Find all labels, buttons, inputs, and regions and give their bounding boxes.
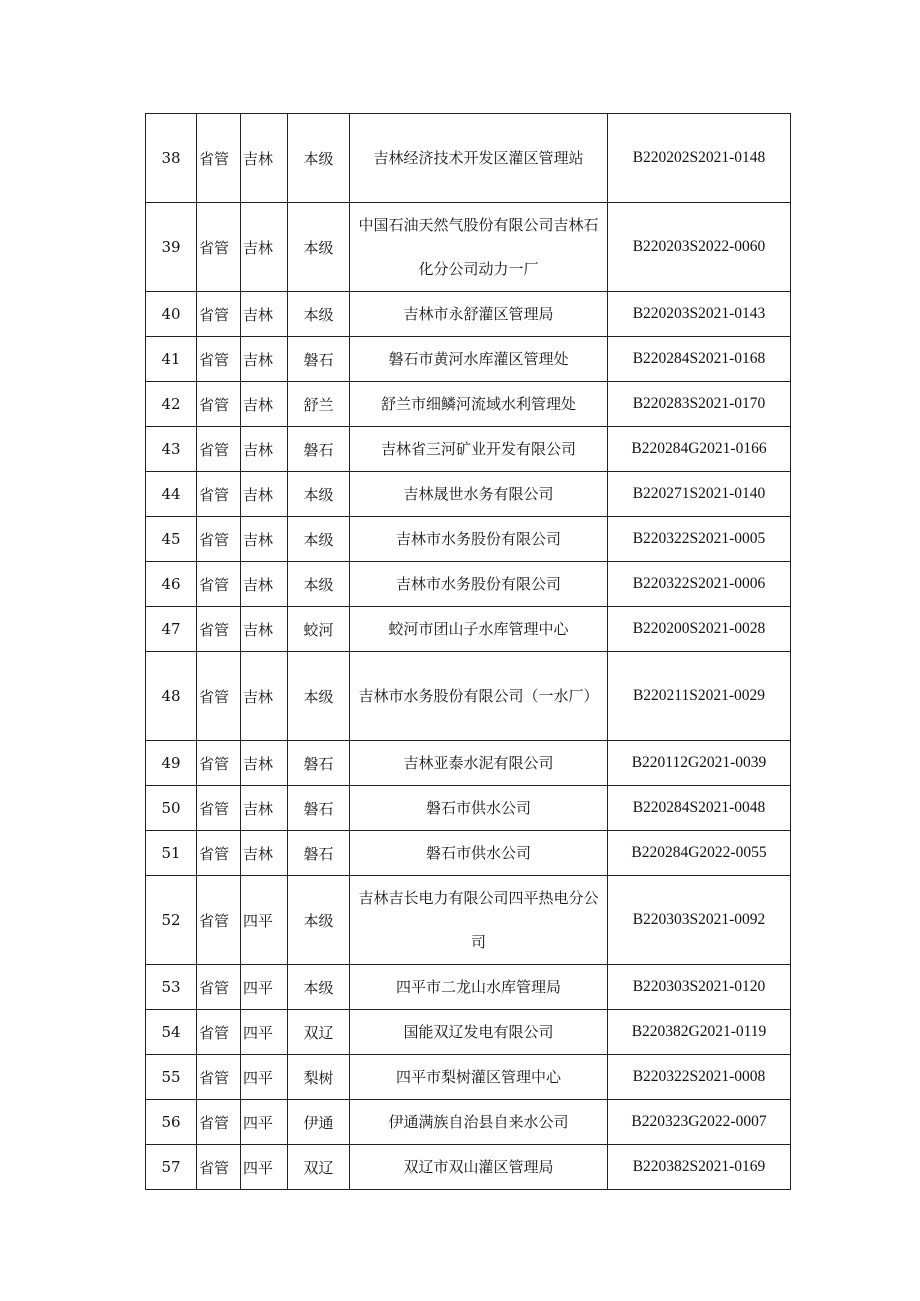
organization-name-cell: 吉林经济技术开发区灌区管理站 — [350, 114, 608, 203]
city-name-cell: 吉林 — [241, 427, 288, 472]
permit-code-cell: B220200S2021-0028 — [608, 607, 791, 652]
city-name-cell: 吉林 — [241, 517, 288, 562]
county-name-cell: 本级 — [288, 472, 350, 517]
permit-code-cell: B220322S2021-0008 — [608, 1055, 791, 1100]
table-row — [146, 1010, 791, 1055]
city-name-cell: 吉林 — [241, 337, 288, 382]
management-level-cell: 省管 — [197, 382, 241, 427]
city-name-cell: 四平 — [241, 1100, 288, 1145]
row-number-cell: 39 — [146, 203, 197, 292]
row-number-cell: 51 — [146, 831, 197, 876]
county-name-cell: 本级 — [288, 203, 350, 292]
management-level-cell: 省管 — [197, 652, 241, 741]
permit-code-cell: B220303S2021-0092 — [608, 876, 791, 965]
county-name-cell: 本级 — [288, 517, 350, 562]
permit-table — [145, 113, 791, 1190]
county-name-cell: 本级 — [288, 562, 350, 607]
permit-code-cell: B220303S2021-0120 — [608, 965, 791, 1010]
county-name-cell: 磐石 — [288, 831, 350, 876]
organization-name-cell: 吉林省三河矿业开发有限公司 — [350, 427, 608, 472]
city-name-cell: 吉林 — [241, 114, 288, 203]
row-number-cell: 46 — [146, 562, 197, 607]
organization-name-cell: 舒兰市细鳞河流域水利管理处 — [350, 382, 608, 427]
city-name-cell: 四平 — [241, 1145, 288, 1190]
county-name-cell: 磐石 — [288, 786, 350, 831]
row-number-cell: 44 — [146, 472, 197, 517]
organization-name-cell: 吉林市水务股份有限公司 — [350, 517, 608, 562]
management-level-cell: 省管 — [197, 1010, 241, 1055]
management-level-cell: 省管 — [197, 786, 241, 831]
organization-name-cell: 吉林市永舒灌区管理局 — [350, 292, 608, 337]
organization-name-cell: 中国石油天然气股份有限公司吉林石化分公司动力一厂 — [350, 203, 608, 292]
city-name-cell: 四平 — [241, 965, 288, 1010]
organization-name-cell: 磐石市黄河水库灌区管理处 — [350, 337, 608, 382]
management-level-cell: 省管 — [197, 203, 241, 292]
table-row — [146, 876, 791, 965]
city-name-cell: 吉林 — [241, 292, 288, 337]
row-number-cell: 53 — [146, 965, 197, 1010]
row-number-cell: 43 — [146, 427, 197, 472]
table-row — [146, 517, 791, 562]
management-level-cell: 省管 — [197, 831, 241, 876]
row-number-cell: 45 — [146, 517, 197, 562]
row-number-cell: 57 — [146, 1145, 197, 1190]
county-name-cell: 本级 — [288, 965, 350, 1010]
permit-code-cell: B220323G2022-0007 — [608, 1100, 791, 1145]
permit-code-cell: B220211S2021-0029 — [608, 652, 791, 741]
table-row — [146, 292, 791, 337]
organization-name-cell: 吉林吉长电力有限公司四平热电分公司 — [350, 876, 608, 965]
organization-name-cell: 国能双辽发电有限公司 — [350, 1010, 608, 1055]
management-level-cell: 省管 — [197, 965, 241, 1010]
row-number-cell: 56 — [146, 1100, 197, 1145]
management-level-cell: 省管 — [197, 114, 241, 203]
table-row — [146, 965, 791, 1010]
county-name-cell: 磐石 — [288, 741, 350, 786]
table-row — [146, 472, 791, 517]
permit-code-cell: B220271S2021-0140 — [608, 472, 791, 517]
city-name-cell: 四平 — [241, 1010, 288, 1055]
county-name-cell: 双辽 — [288, 1010, 350, 1055]
organization-name-cell: 吉林亚泰水泥有限公司 — [350, 741, 608, 786]
table-row — [146, 741, 791, 786]
row-number-cell: 48 — [146, 652, 197, 741]
table-row — [146, 1100, 791, 1145]
table-row — [146, 337, 791, 382]
county-name-cell: 双辽 — [288, 1145, 350, 1190]
city-name-cell: 四平 — [241, 876, 288, 965]
row-number-cell: 52 — [146, 876, 197, 965]
organization-name-cell: 四平市二龙山水库管理局 — [350, 965, 608, 1010]
city-name-cell: 吉林 — [241, 652, 288, 741]
county-name-cell: 本级 — [288, 652, 350, 741]
table-body — [146, 114, 791, 1190]
table-row — [146, 786, 791, 831]
row-number-cell: 47 — [146, 607, 197, 652]
row-number-cell: 54 — [146, 1010, 197, 1055]
permit-code-cell: B220382S2021-0169 — [608, 1145, 791, 1190]
organization-name-cell: 伊通满族自治县自来水公司 — [350, 1100, 608, 1145]
table-row — [146, 427, 791, 472]
permit-code-cell: B220322S2021-0006 — [608, 562, 791, 607]
row-number-cell: 38 — [146, 114, 197, 203]
table-row — [146, 382, 791, 427]
management-level-cell: 省管 — [197, 562, 241, 607]
management-level-cell: 省管 — [197, 337, 241, 382]
management-level-cell: 省管 — [197, 1055, 241, 1100]
table-row — [146, 1145, 791, 1190]
organization-name-cell: 吉林市水务股份有限公司 — [350, 562, 608, 607]
row-number-cell: 42 — [146, 382, 197, 427]
county-name-cell: 梨树 — [288, 1055, 350, 1100]
permit-code-cell: B220284G2022-0055 — [608, 831, 791, 876]
row-number-cell: 41 — [146, 337, 197, 382]
management-level-cell: 省管 — [197, 292, 241, 337]
table-row — [146, 1055, 791, 1100]
permit-code-cell: B220284G2021-0166 — [608, 427, 791, 472]
city-name-cell: 吉林 — [241, 382, 288, 427]
row-number-cell: 55 — [146, 1055, 197, 1100]
management-level-cell: 省管 — [197, 607, 241, 652]
organization-name-cell: 磐石市供水公司 — [350, 786, 608, 831]
city-name-cell: 吉林 — [241, 562, 288, 607]
permit-code-cell: B220322S2021-0005 — [608, 517, 791, 562]
organization-name-cell: 吉林市水务股份有限公司（一水厂） — [350, 652, 608, 741]
county-name-cell: 蛟河 — [288, 607, 350, 652]
permit-code-cell: B220112G2021-0039 — [608, 741, 791, 786]
city-name-cell: 吉林 — [241, 607, 288, 652]
county-name-cell: 本级 — [288, 876, 350, 965]
county-name-cell: 本级 — [288, 114, 350, 203]
management-level-cell: 省管 — [197, 517, 241, 562]
management-level-cell: 省管 — [197, 1145, 241, 1190]
county-name-cell: 磐石 — [288, 427, 350, 472]
organization-name-cell: 吉林晟世水务有限公司 — [350, 472, 608, 517]
city-name-cell: 吉林 — [241, 741, 288, 786]
row-number-cell: 49 — [146, 741, 197, 786]
permit-code-cell: B220203S2021-0143 — [608, 292, 791, 337]
organization-name-cell: 双辽市双山灌区管理局 — [350, 1145, 608, 1190]
table-row — [146, 203, 791, 292]
management-level-cell: 省管 — [197, 741, 241, 786]
organization-name-cell: 蛟河市团山子水库管理中心 — [350, 607, 608, 652]
table-row — [146, 652, 791, 741]
table-row — [146, 114, 791, 203]
county-name-cell: 本级 — [288, 292, 350, 337]
row-number-cell: 40 — [146, 292, 197, 337]
city-name-cell: 吉林 — [241, 472, 288, 517]
city-name-cell: 吉林 — [241, 203, 288, 292]
city-name-cell: 吉林 — [241, 831, 288, 876]
organization-name-cell: 四平市梨树灌区管理中心 — [350, 1055, 608, 1100]
city-name-cell: 吉林 — [241, 786, 288, 831]
permit-code-cell: B220382G2021-0119 — [608, 1010, 791, 1055]
management-level-cell: 省管 — [197, 472, 241, 517]
city-name-cell: 四平 — [241, 1055, 288, 1100]
permit-code-cell: B220283S2021-0170 — [608, 382, 791, 427]
county-name-cell: 舒兰 — [288, 382, 350, 427]
management-level-cell: 省管 — [197, 876, 241, 965]
county-name-cell: 伊通 — [288, 1100, 350, 1145]
table-row — [146, 607, 791, 652]
table-row — [146, 562, 791, 607]
permit-code-cell: B220284S2021-0048 — [608, 786, 791, 831]
row-number-cell: 50 — [146, 786, 197, 831]
permit-code-cell: B220202S2021-0148 — [608, 114, 791, 203]
permit-code-cell: B220284S2021-0168 — [608, 337, 791, 382]
management-level-cell: 省管 — [197, 1100, 241, 1145]
county-name-cell: 磐石 — [288, 337, 350, 382]
management-level-cell: 省管 — [197, 427, 241, 472]
organization-name-cell: 磐石市供水公司 — [350, 831, 608, 876]
permit-code-cell: B220203S2022-0060 — [608, 203, 791, 292]
table-row — [146, 831, 791, 876]
